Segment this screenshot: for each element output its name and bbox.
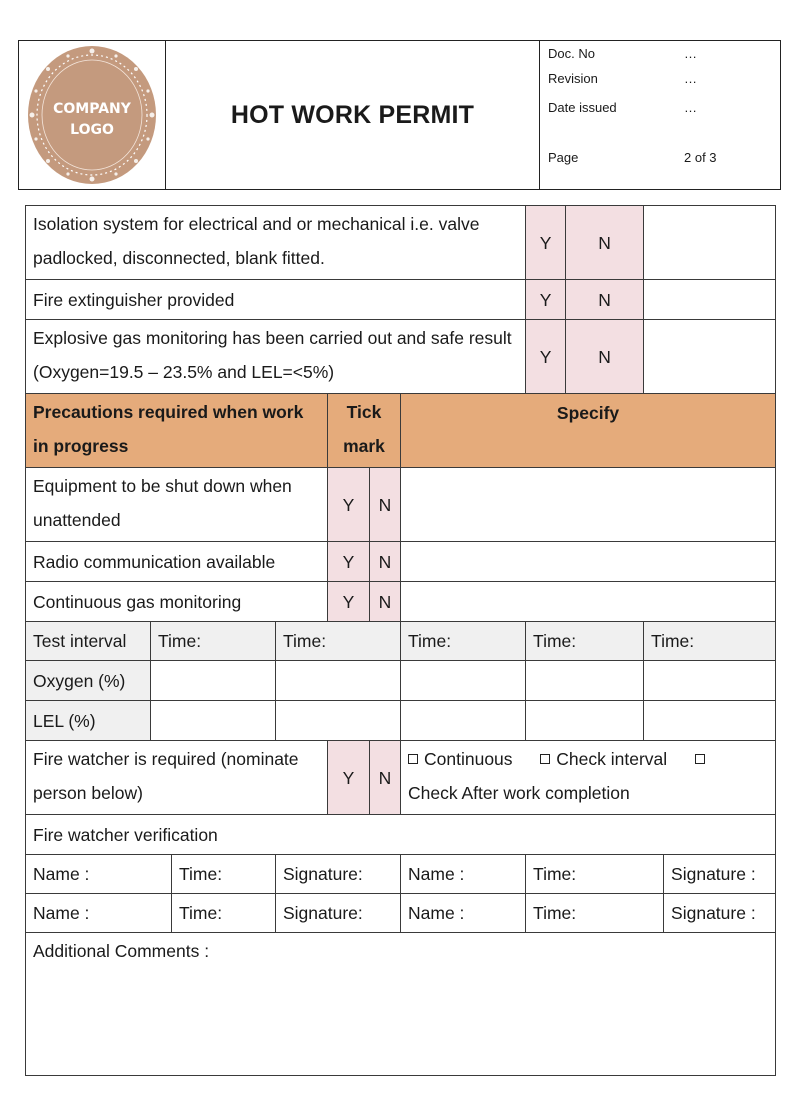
precaution-row xyxy=(26,468,776,542)
yes-option[interactable]: Y xyxy=(526,280,566,320)
meta-date-issued xyxy=(548,100,772,115)
logo-text-line2: LOGO xyxy=(70,122,114,138)
oxygen-reading[interactable] xyxy=(526,661,644,701)
option-continuous[interactable] xyxy=(408,749,513,769)
logo-text-line1: COMPANY xyxy=(53,101,131,117)
check-label: Isolation system for electrical and or mechanical i.e. valve padlocked, disconnected, blank fitted. xyxy=(26,206,526,280)
time-cell[interactable]: Time: xyxy=(151,622,276,661)
fire-watcher-options xyxy=(401,741,776,815)
no-option[interactable]: N xyxy=(566,320,644,394)
checkbox-icon[interactable] xyxy=(695,754,705,764)
meta-value: … xyxy=(684,71,697,86)
precautions-header-row xyxy=(26,394,776,468)
time-cell[interactable]: Time: xyxy=(526,622,644,661)
tick-mark-header: Tick mark xyxy=(328,394,401,468)
precaution-label: Continuous gas monitoring xyxy=(26,582,328,622)
meta-value: … xyxy=(684,100,697,115)
fire-watcher-label: Fire watcher is required (nominate person below) xyxy=(26,741,328,815)
precaution-row xyxy=(26,542,776,582)
meta-doc-no xyxy=(548,46,772,61)
company-logo xyxy=(26,45,158,185)
check-row-gas-monitoring xyxy=(26,320,776,394)
oxygen-reading[interactable] xyxy=(401,661,526,701)
meta-value: 2 of 3 xyxy=(684,150,717,165)
meta-revision xyxy=(548,71,772,86)
name-field[interactable]: Name : xyxy=(401,855,526,894)
option-label: Check After work completion xyxy=(408,783,630,803)
permit-form-table xyxy=(25,205,776,1076)
lel-row xyxy=(26,701,776,741)
additional-comments-field[interactable]: Additional Comments : xyxy=(26,933,776,1076)
check-label: Explosive gas monitoring has been carried out and safe result (Oxygen=19.5 – 23.5% and LEL=<5%) xyxy=(26,320,526,394)
specify-field[interactable] xyxy=(401,468,776,542)
name-field[interactable]: Name : xyxy=(401,894,526,933)
remarks-cell[interactable] xyxy=(644,280,776,320)
remarks-cell[interactable] xyxy=(644,206,776,280)
precaution-row xyxy=(26,582,776,622)
time-field[interactable]: Time: xyxy=(526,855,664,894)
fire-watcher-verification-row xyxy=(26,815,776,855)
check-row-extinguisher xyxy=(26,280,776,320)
specify-header: Specify xyxy=(401,394,776,468)
specify-field[interactable] xyxy=(401,542,776,582)
fire-watcher-verification-label: Fire watcher verification xyxy=(26,815,776,855)
lel-label: LEL (%) xyxy=(26,701,151,741)
company-logo-cell xyxy=(19,41,166,189)
yes-option[interactable]: Y xyxy=(526,206,566,280)
precaution-label: Radio communication available xyxy=(26,542,328,582)
document-meta xyxy=(540,41,780,189)
check-row-isolation xyxy=(26,206,776,280)
name-field[interactable]: Name : xyxy=(26,855,172,894)
meta-label: Date issued xyxy=(548,100,617,115)
remarks-cell[interactable] xyxy=(644,320,776,394)
time-cell[interactable]: Time: xyxy=(276,622,401,661)
oxygen-reading[interactable] xyxy=(151,661,276,701)
signature-field[interactable]: Signature: xyxy=(276,894,401,933)
yes-option[interactable]: Y xyxy=(328,582,370,622)
test-interval-row xyxy=(26,622,776,661)
precaution-label: Equipment to be shut down when unattended xyxy=(26,468,328,542)
signature-field[interactable]: Signature : xyxy=(664,855,776,894)
no-option[interactable]: N xyxy=(566,206,644,280)
yes-option[interactable]: Y xyxy=(526,320,566,394)
fire-watcher-row xyxy=(26,741,776,815)
document-header xyxy=(18,40,781,190)
verification-signature-row xyxy=(26,855,776,894)
additional-comments-row xyxy=(26,933,776,1076)
time-field[interactable]: Time: xyxy=(526,894,664,933)
no-option[interactable]: N xyxy=(370,741,401,815)
check-label: Fire extinguisher provided xyxy=(26,280,526,320)
specify-field[interactable] xyxy=(401,582,776,622)
option-label: Continuous xyxy=(424,749,513,769)
yes-option[interactable]: Y xyxy=(328,542,370,582)
lel-reading[interactable] xyxy=(276,701,401,741)
document-title: HOT WORK PERMIT xyxy=(166,41,540,189)
lel-reading[interactable] xyxy=(401,701,526,741)
lel-reading[interactable] xyxy=(526,701,644,741)
signature-field[interactable]: Signature: xyxy=(276,855,401,894)
checkbox-icon[interactable] xyxy=(408,754,418,764)
lel-reading[interactable] xyxy=(151,701,276,741)
lel-reading[interactable] xyxy=(644,701,776,741)
meta-page xyxy=(548,150,772,165)
option-check-interval[interactable] xyxy=(540,749,667,769)
yes-option[interactable]: Y xyxy=(328,468,370,542)
oxygen-label: Oxygen (%) xyxy=(26,661,151,701)
meta-value: … xyxy=(684,46,697,61)
test-interval-label: Test interval xyxy=(26,622,151,661)
oxygen-reading[interactable] xyxy=(644,661,776,701)
signature-field[interactable]: Signature : xyxy=(664,894,776,933)
precautions-header: Precautions required when work in progress xyxy=(26,394,328,468)
meta-label: Doc. No xyxy=(548,46,595,61)
time-field[interactable]: Time: xyxy=(172,894,276,933)
oxygen-reading[interactable] xyxy=(276,661,401,701)
meta-label: Page xyxy=(548,150,579,165)
checkbox-icon[interactable] xyxy=(540,754,550,764)
no-option[interactable]: N xyxy=(370,542,401,582)
no-option[interactable]: N xyxy=(566,280,644,320)
verification-signature-row xyxy=(26,894,776,933)
time-field[interactable]: Time: xyxy=(172,855,276,894)
option-label: Check interval xyxy=(556,749,668,769)
name-field[interactable]: Name : xyxy=(26,894,172,933)
time-cell[interactable]: Time: xyxy=(644,622,776,661)
time-cell[interactable]: Time: xyxy=(401,622,526,661)
no-option[interactable]: N xyxy=(370,582,401,622)
meta-label: Revision xyxy=(548,71,598,86)
yes-option[interactable]: Y xyxy=(328,741,370,815)
no-option[interactable]: N xyxy=(370,468,401,542)
oxygen-row xyxy=(26,661,776,701)
